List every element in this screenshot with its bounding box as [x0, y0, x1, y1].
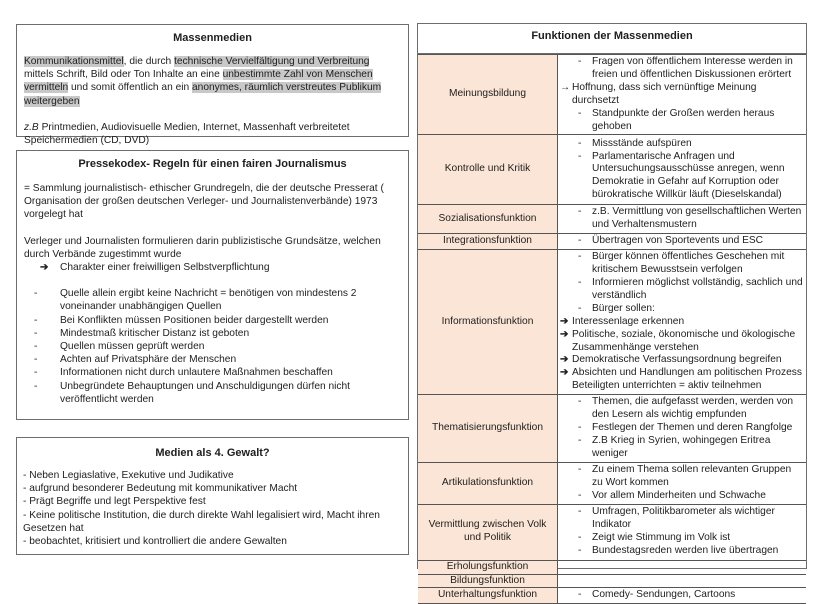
pressekodex-intro: = Sammlung journalistisch- ethischer Grundregeln, die der deutsche Presserat ( Organisation der großen deutschen Verleger- und Journalistenverbände) 1973 vorgelegt hat: [24, 183, 384, 221]
massenmedien-examples: [24, 121, 401, 147]
function-name: Thematisierungsfunktion: [418, 395, 558, 463]
function-description: [558, 205, 807, 234]
arrow-item: [558, 354, 804, 367]
arrow-item: [558, 316, 804, 329]
definition-text: mittels Schrift, Bild oder Ton Inhalte an eine: [24, 69, 223, 81]
function-description: [558, 504, 807, 560]
function-description: [558, 462, 807, 504]
function-row: [418, 395, 806, 463]
arrow-item-text: Demokratische Verfassungsordnung begreifen: [572, 354, 782, 366]
description-item: - Fragen von öffentlichem Interesse werden in freien und öffentlichen Diskussionen erörtert: [558, 56, 804, 82]
definition-text: , die durch: [123, 56, 175, 67]
gewalt-line: - aufgrund besonderer Bedeutung mit kommunikativer Macht: [23, 483, 298, 495]
function-name: Meinungsbildung: [418, 55, 558, 135]
pressekodex-rules-list: [24, 287, 401, 406]
gewalt-line: - beobachtet, kritisiert und kontrolliert die andere Gewalten: [23, 536, 287, 548]
arrow-item-text: Absichten und Handlungen am politischen Prozess Beteiligten unterrichten = aktiv teilnehmen: [572, 367, 802, 392]
pressekodex-box: [16, 150, 409, 420]
definition-text: und somit öffentlich an ein: [68, 82, 193, 94]
arrow-right-icon: ➔: [560, 328, 569, 340]
gewalt-lines: [23, 469, 402, 548]
description-item: - Bürger können öffentliches Geschehen mit kritischem Bewusstsein verfolgen: [558, 251, 804, 277]
arrow-item: [558, 329, 804, 355]
gewalt-box: [16, 437, 409, 555]
function-name: Integrationsfunktion: [418, 234, 558, 250]
arrow-right-icon: ➔: [560, 354, 569, 366]
function-name: Kontrolle und Kritik: [418, 135, 558, 205]
gewalt-line: - Keine politische Institution, die durch direkte Wahl legalisiert wird, Macht ihren Gesetzen hat: [23, 509, 380, 534]
description-item: - z.B. Vermittlung von gesellschaftlichen Werten und Verhaltensmustern: [558, 206, 804, 232]
massenmedien-definition: [24, 55, 401, 108]
function-row: [418, 588, 806, 604]
description-list: [558, 108, 804, 134]
function-name: Artikulationsfunktion: [418, 462, 558, 504]
function-description: [558, 250, 807, 395]
arrow-item-text: Interessenlage erkennen: [572, 315, 685, 327]
rule-item: - Unbegründete Behauptungen und Anschuldigungen dürfen nicht veröffentlicht werden: [24, 380, 401, 406]
example-prefix: z.B: [24, 121, 39, 133]
function-description: [558, 588, 807, 604]
pressekodex-conclusion: [24, 261, 401, 274]
description-item: - Parlamentarische Anfragen und Untersuchungsausschüsse anregen, wenn Demokratie in Gefahr auf Korruption oder bürokratische Willkür läuft (Dieselskandal): [558, 151, 804, 203]
description-item: - Umfragen, Politikbarometer als wichtiger Indikator: [558, 506, 804, 532]
description-item: - Zu einem Thema sollen relevanten Gruppen zu Wort kommen: [558, 464, 804, 490]
arrow-right-icon: ➔: [40, 262, 49, 274]
funktionen-box: [417, 23, 807, 601]
function-row: [418, 135, 806, 205]
function-description: [558, 55, 807, 135]
massenmedien-box: [16, 24, 409, 147]
function-description: [558, 135, 807, 205]
arrow-right-icon: ➔: [560, 315, 569, 327]
example-text: Printmedien, Audiovisuelle Medien, Internet, Massenhaft verbreitetet Speichermedien (CD, DVD): [24, 121, 350, 147]
function-row: [418, 250, 806, 395]
description-list: [558, 138, 804, 203]
highlighted-term: anonymes, räumlich verstreutes Publikum weitergeben: [24, 82, 382, 107]
description-item: - Bürger sollen:: [558, 303, 804, 316]
function-description: [558, 560, 807, 574]
highlighted-term: unbestimmte Zahl von Menschen vermitteln: [24, 69, 373, 94]
function-row: [418, 462, 806, 504]
arrow-right-icon: ➔: [560, 367, 569, 379]
pressekodex-paragraph: Verleger und Journalisten formulieren darin publizistische Grundsätze, welchen durch Verbände zugestimmt wurde: [24, 235, 381, 260]
arrow-item: [558, 82, 804, 108]
function-name: Vermittlung zwischen Volk und Politik: [418, 504, 558, 560]
arrow-item-text: Politische, soziale, ökonomische und ökologische Zusammenhänge verstehen: [572, 328, 796, 353]
function-name: Bildungsfunktion: [418, 574, 558, 588]
description-item: - Übertragen von Sportevents und ESC: [558, 235, 804, 248]
function-name: Erholungsfunktion: [418, 560, 558, 574]
description-item: - Vor allem Minderheiten und Schwache: [558, 490, 804, 503]
highlighted-term: technische Vervielfältigung und Verbreitung: [174, 56, 370, 67]
function-description: [558, 234, 807, 250]
function-name: Informationsfunktion: [418, 250, 558, 395]
description-item: - Missstände aufspüren: [558, 138, 804, 151]
function-row: [418, 560, 806, 574]
description-list: [558, 251, 804, 316]
gewalt-title: Medien als 4. Gewalt?: [155, 447, 270, 459]
description-item: - Z.B Krieg in Syrien, wohingegen Eritrea weniger: [558, 435, 804, 461]
description-item: - Themen, die aufgefasst werden, werden von den Lesern als wichtig empfunden: [558, 396, 804, 422]
description-list: [558, 506, 804, 558]
conclusion-text: Charakter einer freiwilligen Selbstverpflichtung: [60, 262, 270, 274]
pressekodex-title: Pressekodex- Regeln für einen fairen Journalismus: [78, 158, 347, 170]
description-list: [558, 206, 804, 232]
rule-item: - Achten auf Privatsphäre der Menschen: [24, 353, 401, 366]
function-description: [558, 395, 807, 463]
highlighted-term: Kommunikationsmittel: [24, 56, 124, 67]
function-row: [418, 504, 806, 560]
rule-item: - Quellen müssen geprüft werden: [24, 340, 401, 353]
description-item: - Informieren möglichst vollständig, sachlich und verständlich: [558, 277, 804, 303]
rule-item: - Quelle allein ergibt keine Nachricht = benötigen von mindestens 2 voneinander unabhängigen Quellen: [24, 287, 401, 313]
rule-item: - Bei Konflikten müssen Positionen beider dargestellt werden: [24, 314, 401, 327]
description-list: [558, 235, 804, 248]
description-list: [558, 589, 804, 602]
massenmedien-title: Massenmedien: [173, 32, 252, 44]
description-item: - Comedy- Sendungen, Cartoons: [558, 589, 804, 602]
rule-item: - Mindestmaß kritischer Distanz ist geboten: [24, 327, 401, 340]
description-item: - Festlegen der Themen und deren Rangfolge: [558, 422, 804, 435]
function-name: Sozialisationsfunktion: [418, 205, 558, 234]
description-list: [558, 396, 804, 461]
description-list: [558, 464, 804, 503]
function-row: [418, 55, 806, 135]
gewalt-line: - Neben Legiaslative, Exekutive und Judikative: [23, 470, 234, 481]
rule-item: - Informationen nicht durch unlautere Maßnahmen beschaffen: [24, 366, 401, 379]
description-item: - Zeigt wie Stimmung im Volk ist: [558, 532, 804, 545]
function-row: [418, 205, 806, 234]
funktionen-title: Funktionen der Massenmedien: [418, 24, 806, 54]
arrow-item-text: Hoffnung, dass sich vernünftige Meinung durchsetzt: [572, 81, 757, 106]
function-name: Unterhaltungsfunktion: [418, 588, 558, 604]
funktionen-table: [418, 54, 806, 604]
description-item: - Standpunkte der Großen werden heraus gehoben: [558, 108, 804, 134]
description-list: [558, 56, 804, 82]
description-item: - Bundestagsreden werden live übertragen: [558, 545, 804, 558]
arrow-item: [558, 367, 804, 393]
gewalt-line: - Prägt Begriffe und legt Perspektive fest: [23, 496, 206, 508]
function-row: [418, 234, 806, 250]
arrow-right-icon: →: [560, 81, 571, 93]
